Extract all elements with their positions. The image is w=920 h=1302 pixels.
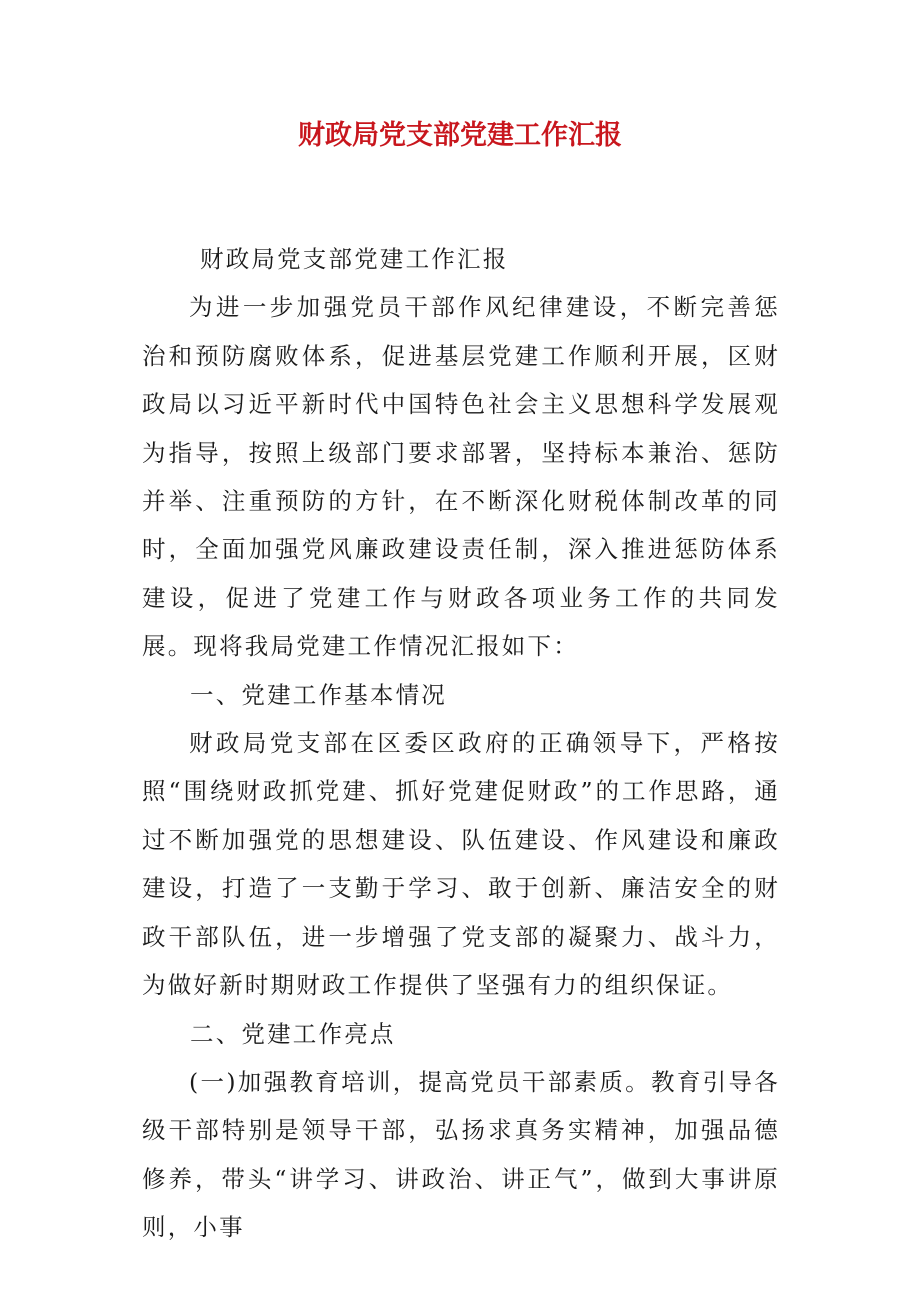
section1-heading: 一、党建工作基本情况 [190, 680, 447, 709]
section1-paragraph: 财政局党支部在区委区政府的正确领导下，严格按照“围绕财政抓党建、抓好党建促财政”的工作思路，通过不断加强党的思想建设、队伍建设、作风建设和廉政建设，打造了一支勤于学习、敢于创新、廉洁安全的财政干部队伍，进一步增强了党支部的凝聚力、战斗力，为做好新时期财政工作提供了坚强有力的组织保证。 [142, 729, 780, 1000]
section2-heading: 二、党建工作亮点 [190, 1019, 396, 1048]
document-body [142, 235, 780, 1252]
section2-paragraph: (一)加强教育培训，提高党员干部素质。教育引导各级干部特别是领导干部，弘扬求真务实精神，加强品德修养，带头“讲学习、讲政治、讲正气”，做到大事讲原则，小事 [142, 1067, 780, 1242]
intro-paragraph: 为进一步加强党员干部作风纪律建设，不断完善惩治和预防腐败体系，促进基层党建工作顺利开展，区财政局以习近平新时代中国特色社会主义思想科学发展观为指导，按照上级部门要求部署，坚持标本兼治、惩防并举、注重预防的方针，在不断深化财税体制改革的同时，全面加强党风廉政建设责任制，深入推进惩防体系建设，促进了党建工作与财政各项业务工作的共同发展。现将我局党建工作情况汇报如下： [142, 293, 780, 661]
document-title: 财政局党支部党建工作汇报 [298, 120, 622, 151]
document-subtitle: 财政局党支部党建工作汇报 [200, 245, 509, 273]
